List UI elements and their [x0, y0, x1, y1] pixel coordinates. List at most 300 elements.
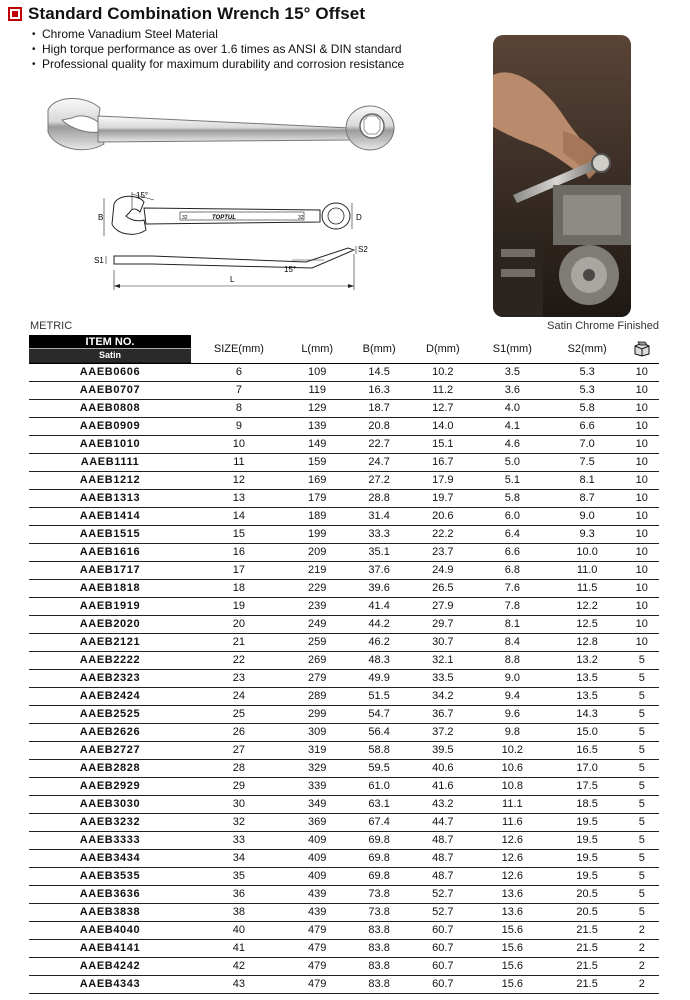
cell-qty: 5 — [625, 849, 659, 867]
cell-diameter-d: 48.7 — [411, 849, 475, 867]
cell-thickness-s2: 7.5 — [550, 453, 625, 471]
cell-thickness-s1: 6.4 — [475, 525, 550, 543]
cell-size: 25 — [191, 705, 287, 723]
cell-width-b: 63.1 — [348, 795, 411, 813]
cell-width-b: 27.2 — [348, 471, 411, 489]
cell-item-code: AAEB0909 — [29, 417, 191, 435]
cell-size: 11 — [191, 453, 287, 471]
cell-length: 139 — [287, 417, 348, 435]
cell-qty: 5 — [625, 777, 659, 795]
cell-length: 439 — [287, 885, 348, 903]
cell-thickness-s1: 12.6 — [475, 831, 550, 849]
cell-width-b: 73.8 — [348, 903, 411, 921]
cell-diameter-d: 23.7 — [411, 543, 475, 561]
cell-thickness-s1: 9.4 — [475, 687, 550, 705]
angle-top-label: 15° — [136, 191, 149, 200]
table-row — [29, 561, 659, 579]
title-text: Standard Combination Wrench 15° Offset — [28, 4, 366, 23]
cell-item-code: AAEB4343 — [29, 975, 191, 993]
table-row — [29, 453, 659, 471]
cell-length: 169 — [287, 471, 348, 489]
col-b: B(mm) — [348, 335, 411, 363]
cell-thickness-s2: 13.5 — [550, 669, 625, 687]
cell-diameter-d: 41.6 — [411, 777, 475, 795]
cell-thickness-s1: 15.6 — [475, 921, 550, 939]
cell-thickness-s1: 7.8 — [475, 597, 550, 615]
cell-thickness-s1: 6.6 — [475, 543, 550, 561]
cell-length: 439 — [287, 903, 348, 921]
cell-qty: 10 — [625, 525, 659, 543]
cell-width-b: 59.5 — [348, 759, 411, 777]
cell-thickness-s1: 10.8 — [475, 777, 550, 795]
size-mark-right: 32 — [298, 215, 304, 221]
cell-item-code: AAEB4141 — [29, 939, 191, 957]
table-header-row — [29, 335, 659, 363]
cell-width-b: 16.3 — [348, 381, 411, 399]
cell-diameter-d: 48.7 — [411, 867, 475, 885]
cell-item-code: AAEB2424 — [29, 687, 191, 705]
cell-thickness-s2: 18.5 — [550, 795, 625, 813]
cell-thickness-s2: 7.0 — [550, 435, 625, 453]
cell-thickness-s1: 11.1 — [475, 795, 550, 813]
cell-length: 229 — [287, 579, 348, 597]
box-quantity-icon — [633, 341, 651, 357]
cell-length: 299 — [287, 705, 348, 723]
table-row — [29, 363, 659, 381]
cell-size: 38 — [191, 903, 287, 921]
cell-length: 479 — [287, 939, 348, 957]
cell-diameter-d: 29.7 — [411, 615, 475, 633]
cell-length: 289 — [287, 687, 348, 705]
cell-qty: 10 — [625, 417, 659, 435]
cell-thickness-s2: 20.5 — [550, 903, 625, 921]
cell-size: 32 — [191, 813, 287, 831]
cell-size: 30 — [191, 795, 287, 813]
cell-length: 219 — [287, 561, 348, 579]
cell-size: 8 — [191, 399, 287, 417]
table-row — [29, 867, 659, 885]
spec-table — [29, 335, 659, 994]
cell-size: 34 — [191, 849, 287, 867]
cell-item-code: AAEB3535 — [29, 867, 191, 885]
cell-size: 19 — [191, 597, 287, 615]
cell-qty: 5 — [625, 795, 659, 813]
cell-width-b: 56.4 — [348, 723, 411, 741]
table-row — [29, 507, 659, 525]
cell-thickness-s2: 21.5 — [550, 957, 625, 975]
table-row — [29, 759, 659, 777]
cell-width-b: 37.6 — [348, 561, 411, 579]
cell-thickness-s1: 4.0 — [475, 399, 550, 417]
cell-size: 7 — [191, 381, 287, 399]
cell-width-b: 24.7 — [348, 453, 411, 471]
col-s2: S2(mm) — [550, 335, 625, 363]
cell-qty: 5 — [625, 669, 659, 687]
cell-width-b: 51.5 — [348, 687, 411, 705]
spec-table-body — [29, 363, 659, 993]
cell-item-code: AAEB3636 — [29, 885, 191, 903]
cell-diameter-d: 34.2 — [411, 687, 475, 705]
cell-qty: 10 — [625, 543, 659, 561]
cell-diameter-d: 20.6 — [411, 507, 475, 525]
cell-size: 43 — [191, 975, 287, 993]
cell-qty: 5 — [625, 813, 659, 831]
cell-thickness-s2: 17.0 — [550, 759, 625, 777]
table-row — [29, 597, 659, 615]
cell-thickness-s2: 11.5 — [550, 579, 625, 597]
cell-thickness-s2: 10.0 — [550, 543, 625, 561]
table-row — [29, 885, 659, 903]
cell-qty: 10 — [625, 471, 659, 489]
cell-qty: 10 — [625, 453, 659, 471]
cell-diameter-d: 33.5 — [411, 669, 475, 687]
table-row — [29, 777, 659, 795]
col-size: SIZE(mm) — [191, 335, 287, 363]
table-row — [29, 723, 659, 741]
cell-thickness-s2: 12.8 — [550, 633, 625, 651]
feature-item: • Chrome Vanadium Steel Material — [32, 27, 404, 42]
col-qty — [625, 335, 659, 363]
cell-size: 12 — [191, 471, 287, 489]
cell-diameter-d: 32.1 — [411, 651, 475, 669]
cell-item-code: AAEB0606 — [29, 363, 191, 381]
feature-list — [32, 27, 404, 72]
cell-length: 479 — [287, 957, 348, 975]
cell-diameter-d: 52.7 — [411, 903, 475, 921]
cell-thickness-s1: 6.0 — [475, 507, 550, 525]
cell-width-b: 49.9 — [348, 669, 411, 687]
cell-diameter-d: 37.2 — [411, 723, 475, 741]
table-row — [29, 543, 659, 561]
cell-width-b: 83.8 — [348, 921, 411, 939]
cell-length: 369 — [287, 813, 348, 831]
table-row — [29, 795, 659, 813]
label-s1: S1 — [94, 256, 104, 265]
cell-item-code: AAEB2525 — [29, 705, 191, 723]
cell-length: 119 — [287, 381, 348, 399]
cell-qty: 10 — [625, 399, 659, 417]
metric-caption: METRIC — [30, 320, 73, 332]
cell-qty: 5 — [625, 687, 659, 705]
cell-qty: 10 — [625, 381, 659, 399]
cell-width-b: 41.4 — [348, 597, 411, 615]
cell-diameter-d: 60.7 — [411, 921, 475, 939]
cell-item-code: AAEB3232 — [29, 813, 191, 831]
label-s2: S2 — [358, 245, 368, 254]
cell-size: 29 — [191, 777, 287, 795]
cell-item-code: AAEB3333 — [29, 831, 191, 849]
cell-size: 18 — [191, 579, 287, 597]
cell-size: 41 — [191, 939, 287, 957]
cell-thickness-s1: 3.6 — [475, 381, 550, 399]
cell-size: 22 — [191, 651, 287, 669]
cell-thickness-s2: 13.2 — [550, 651, 625, 669]
cell-diameter-d: 15.1 — [411, 435, 475, 453]
cell-width-b: 33.3 — [348, 525, 411, 543]
cell-qty: 5 — [625, 903, 659, 921]
cell-thickness-s1: 13.6 — [475, 885, 550, 903]
cell-thickness-s1: 5.1 — [475, 471, 550, 489]
cell-thickness-s1: 9.6 — [475, 705, 550, 723]
cell-thickness-s1: 8.8 — [475, 651, 550, 669]
cell-qty: 10 — [625, 615, 659, 633]
cell-diameter-d: 22.2 — [411, 525, 475, 543]
table-row — [29, 741, 659, 759]
cell-diameter-d: 36.7 — [411, 705, 475, 723]
cell-diameter-d: 30.7 — [411, 633, 475, 651]
cell-thickness-s2: 5.8 — [550, 399, 625, 417]
table-row — [29, 417, 659, 435]
cell-width-b: 83.8 — [348, 957, 411, 975]
cell-thickness-s2: 9.0 — [550, 507, 625, 525]
cell-size: 23 — [191, 669, 287, 687]
cell-item-code: AAEB0707 — [29, 381, 191, 399]
table-row — [29, 939, 659, 957]
cell-item-code: AAEB2929 — [29, 777, 191, 795]
cell-thickness-s2: 19.5 — [550, 831, 625, 849]
cell-size: 17 — [191, 561, 287, 579]
cell-thickness-s1: 6.8 — [475, 561, 550, 579]
cell-length: 259 — [287, 633, 348, 651]
cell-thickness-s1: 5.0 — [475, 453, 550, 471]
cell-width-b: 58.8 — [348, 741, 411, 759]
cell-diameter-d: 52.7 — [411, 885, 475, 903]
brand-label: TOPTUL — [212, 215, 236, 221]
cell-diameter-d: 16.7 — [411, 453, 475, 471]
cell-qty: 5 — [625, 831, 659, 849]
cell-length: 409 — [287, 831, 348, 849]
cell-length: 269 — [287, 651, 348, 669]
cell-thickness-s1: 9.0 — [475, 669, 550, 687]
cell-item-code: AAEB1212 — [29, 471, 191, 489]
cell-length: 249 — [287, 615, 348, 633]
cell-thickness-s2: 12.5 — [550, 615, 625, 633]
table-row — [29, 813, 659, 831]
col-l: L(mm) — [287, 335, 348, 363]
cell-size: 15 — [191, 525, 287, 543]
wrench-product-image — [40, 92, 420, 170]
cell-diameter-d: 60.7 — [411, 975, 475, 993]
cell-length: 349 — [287, 795, 348, 813]
table-row — [29, 615, 659, 633]
cell-diameter-d: 17.9 — [411, 471, 475, 489]
cell-thickness-s2: 19.5 — [550, 867, 625, 885]
cell-diameter-d: 27.9 — [411, 597, 475, 615]
cell-size: 42 — [191, 957, 287, 975]
cell-width-b: 69.8 — [348, 831, 411, 849]
cell-thickness-s1: 8.1 — [475, 615, 550, 633]
cell-size: 6 — [191, 363, 287, 381]
cell-width-b: 44.2 — [348, 615, 411, 633]
cell-item-code: AAEB2727 — [29, 741, 191, 759]
cell-width-b: 69.8 — [348, 849, 411, 867]
cell-diameter-d: 12.7 — [411, 399, 475, 417]
col-d: D(mm) — [411, 335, 475, 363]
cell-item-code: AAEB1111 — [29, 453, 191, 471]
cell-thickness-s2: 16.5 — [550, 741, 625, 759]
cell-item-code: AAEB1313 — [29, 489, 191, 507]
table-row — [29, 579, 659, 597]
cell-thickness-s2: 15.0 — [550, 723, 625, 741]
cell-thickness-s1: 15.6 — [475, 975, 550, 993]
cell-length: 309 — [287, 723, 348, 741]
cell-width-b: 83.8 — [348, 939, 411, 957]
cell-item-code: AAEB2121 — [29, 633, 191, 651]
cell-item-code: AAEB1515 — [29, 525, 191, 543]
cell-diameter-d: 39.5 — [411, 741, 475, 759]
cell-width-b: 54.7 — [348, 705, 411, 723]
cell-length: 409 — [287, 867, 348, 885]
table-row — [29, 957, 659, 975]
cell-width-b: 39.6 — [348, 579, 411, 597]
cell-size: 14 — [191, 507, 287, 525]
label-b: B — [98, 213, 104, 222]
label-l: L — [230, 275, 235, 284]
cell-length: 179 — [287, 489, 348, 507]
cell-diameter-d: 19.7 — [411, 489, 475, 507]
cell-length: 329 — [287, 759, 348, 777]
table-row — [29, 381, 659, 399]
cell-thickness-s1: 13.6 — [475, 903, 550, 921]
cell-width-b: 83.8 — [348, 975, 411, 993]
cell-thickness-s1: 9.8 — [475, 723, 550, 741]
table-row — [29, 471, 659, 489]
cell-qty: 2 — [625, 939, 659, 957]
cell-item-code: AAEB2626 — [29, 723, 191, 741]
item-no-header — [29, 335, 191, 363]
table-row — [29, 651, 659, 669]
cell-thickness-s2: 8.1 — [550, 471, 625, 489]
cell-length: 479 — [287, 975, 348, 993]
cell-diameter-d: 26.5 — [411, 579, 475, 597]
cell-length: 209 — [287, 543, 348, 561]
cell-qty: 5 — [625, 867, 659, 885]
cell-thickness-s1: 4.6 — [475, 435, 550, 453]
cell-size: 9 — [191, 417, 287, 435]
cell-diameter-d: 11.2 — [411, 381, 475, 399]
table-row — [29, 849, 659, 867]
cell-thickness-s1: 12.6 — [475, 849, 550, 867]
cell-diameter-d: 24.9 — [411, 561, 475, 579]
angle-bottom-label: 15° — [284, 265, 297, 274]
cell-item-code: AAEB1818 — [29, 579, 191, 597]
table-row — [29, 903, 659, 921]
cell-thickness-s2: 19.5 — [550, 849, 625, 867]
cell-length: 479 — [287, 921, 348, 939]
cell-length: 129 — [287, 399, 348, 417]
cell-size: 13 — [191, 489, 287, 507]
cell-size: 33 — [191, 831, 287, 849]
cell-thickness-s2: 19.5 — [550, 813, 625, 831]
cell-thickness-s1: 10.6 — [475, 759, 550, 777]
dimension-diagram — [92, 190, 382, 300]
cell-item-code: AAEB3030 — [29, 795, 191, 813]
cell-thickness-s2: 5.3 — [550, 363, 625, 381]
cell-thickness-s1: 11.6 — [475, 813, 550, 831]
cell-item-code: AAEB2222 — [29, 651, 191, 669]
cell-thickness-s2: 5.3 — [550, 381, 625, 399]
cell-qty: 10 — [625, 597, 659, 615]
cell-width-b: 18.7 — [348, 399, 411, 417]
cell-qty: 10 — [625, 561, 659, 579]
cell-item-code: AAEB1616 — [29, 543, 191, 561]
cell-qty: 10 — [625, 435, 659, 453]
cell-diameter-d: 44.7 — [411, 813, 475, 831]
table-row — [29, 435, 659, 453]
cell-width-b: 14.5 — [348, 363, 411, 381]
cell-length: 279 — [287, 669, 348, 687]
cell-qty: 10 — [625, 363, 659, 381]
table-row — [29, 921, 659, 939]
cell-item-code: AAEB3838 — [29, 903, 191, 921]
cell-size: 16 — [191, 543, 287, 561]
cell-item-code: AAEB2828 — [29, 759, 191, 777]
cell-thickness-s2: 12.2 — [550, 597, 625, 615]
cell-thickness-s1: 15.6 — [475, 957, 550, 975]
cell-item-code: AAEB4242 — [29, 957, 191, 975]
cell-item-code: AAEB4040 — [29, 921, 191, 939]
cell-qty: 10 — [625, 489, 659, 507]
cell-thickness-s1: 3.5 — [475, 363, 550, 381]
cell-diameter-d: 40.6 — [411, 759, 475, 777]
cell-item-code: AAEB0808 — [29, 399, 191, 417]
item-no-header-label: ITEM NO. — [29, 335, 191, 349]
cell-qty: 10 — [625, 507, 659, 525]
cell-item-code: AAEB3434 — [29, 849, 191, 867]
cell-thickness-s2: 21.5 — [550, 975, 625, 993]
cell-size: 10 — [191, 435, 287, 453]
cell-size: 20 — [191, 615, 287, 633]
cell-qty: 5 — [625, 651, 659, 669]
cell-thickness-s2: 9.3 — [550, 525, 625, 543]
cell-size: 35 — [191, 867, 287, 885]
cell-width-b: 20.8 — [348, 417, 411, 435]
cell-item-code: AAEB1717 — [29, 561, 191, 579]
workshop-photo — [493, 35, 631, 317]
cell-width-b: 67.4 — [348, 813, 411, 831]
cell-width-b: 31.4 — [348, 507, 411, 525]
cell-length: 199 — [287, 525, 348, 543]
cell-thickness-s2: 17.5 — [550, 777, 625, 795]
cell-width-b: 48.3 — [348, 651, 411, 669]
item-no-subheader-label: Satin — [29, 349, 191, 362]
cell-thickness-s2: 20.5 — [550, 885, 625, 903]
cell-width-b: 61.0 — [348, 777, 411, 795]
cell-size: 28 — [191, 759, 287, 777]
cell-qty: 10 — [625, 633, 659, 651]
cell-size: 26 — [191, 723, 287, 741]
table-row — [29, 687, 659, 705]
title-bullet-icon — [8, 7, 22, 21]
cell-length: 189 — [287, 507, 348, 525]
table-row — [29, 525, 659, 543]
cell-length: 319 — [287, 741, 348, 759]
cell-item-code: AAEB1919 — [29, 597, 191, 615]
cell-diameter-d: 14.0 — [411, 417, 475, 435]
cell-width-b: 69.8 — [348, 867, 411, 885]
cell-qty: 2 — [625, 957, 659, 975]
table-row — [29, 705, 659, 723]
cell-length: 339 — [287, 777, 348, 795]
cell-thickness-s1: 10.2 — [475, 741, 550, 759]
table-row — [29, 831, 659, 849]
cell-item-code: AAEB2020 — [29, 615, 191, 633]
cell-width-b: 28.8 — [348, 489, 411, 507]
cell-width-b: 73.8 — [348, 885, 411, 903]
cell-diameter-d: 60.7 — [411, 939, 475, 957]
table-row — [29, 399, 659, 417]
cell-length: 239 — [287, 597, 348, 615]
